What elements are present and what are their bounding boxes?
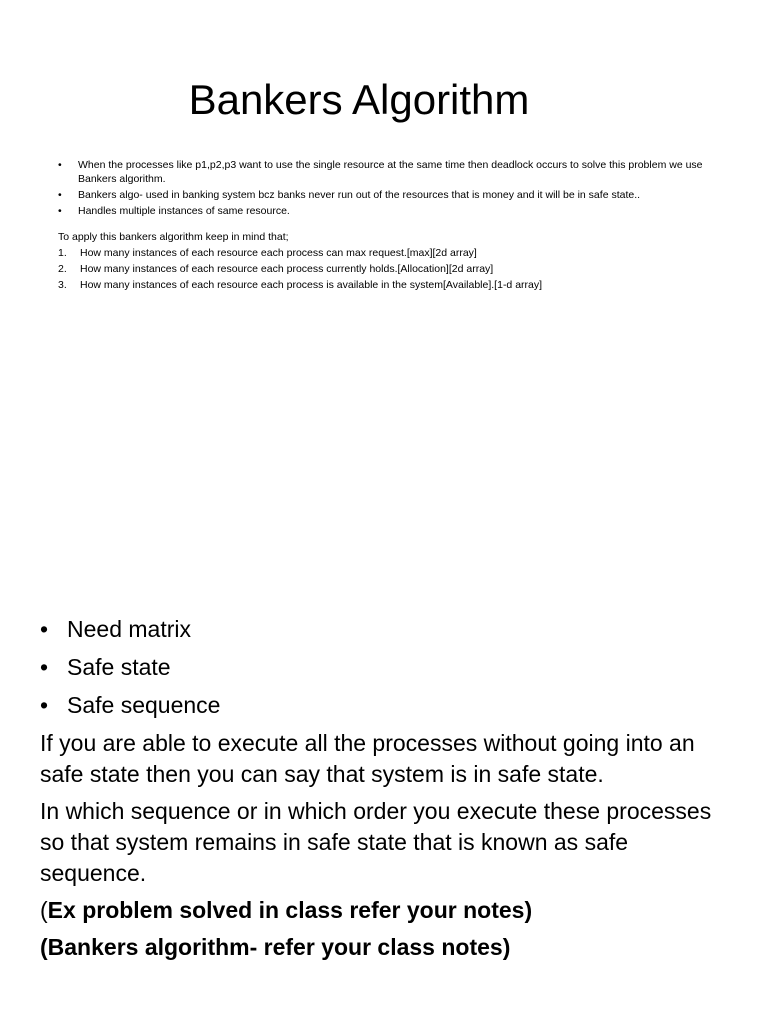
- notes-numbered-item: [58, 246, 718, 260]
- notes-bullet-list: [58, 158, 718, 218]
- bullet-dot: •: [40, 692, 49, 718]
- notes-bullet-text: Handles multiple instances of same resource.: [78, 205, 290, 217]
- item-text: How many instances of each resource each process can max request.[max][2d array]: [80, 247, 477, 259]
- slide-title: Bankers Algorithm: [188, 76, 530, 123]
- notes-numbered-item: [58, 262, 718, 276]
- item-number: 1.: [58, 247, 67, 259]
- notes-bullet-item: [58, 158, 718, 186]
- notes-numbered-list: [58, 246, 718, 292]
- bullet-dot: •: [40, 616, 49, 642]
- notes-bullet-text: When the processes like p1,p2,p3 want to use the single resource at the same time then deadlock occurs to solve this problem we use Bankers algorithm.: [78, 159, 703, 185]
- example-note: [40, 895, 730, 926]
- notes-numbered-item: [58, 278, 718, 292]
- main-bullet-text: Need matrix: [67, 616, 191, 642]
- safe-state-paragraph: If you are able to execute all the processes without going into an safe state then you can say that system is in safe state.: [40, 730, 695, 787]
- item-text: How many instances of each resource each process currently holds.[Allocation][2d array]: [80, 263, 494, 275]
- item-text: How many instances of each resource each process is available in the system[Available].[1-d array]: [80, 279, 543, 291]
- main-bullet-item: [40, 614, 730, 645]
- bullet-dot: •: [58, 205, 62, 217]
- main-bullet-text: Safe sequence: [67, 692, 221, 718]
- notes-intro: To apply this bankers algorithm keep in mind that;: [58, 231, 289, 243]
- main-bullet-item: [40, 690, 730, 721]
- notes-bullet-item: [58, 204, 718, 218]
- notes-bullet-text: Bankers algo- used in banking system bcz banks never run out of the resources that is money and it will be in safe state..: [78, 189, 641, 201]
- main-bullet-text: Safe state: [67, 654, 171, 680]
- class-notes-reference: (Bankers algorithm- refer your class notes): [40, 934, 511, 960]
- example-note-text: Ex problem solved in class refer your notes): [47, 897, 533, 923]
- bullet-dot: •: [40, 654, 49, 680]
- safe-sequence-paragraph: In which sequence or in which order you execute these processes so that system remains in safe state that is known as safe sequence.: [40, 798, 712, 886]
- main-bullet-item: [40, 652, 730, 683]
- example-note-open-paren: (: [40, 897, 48, 923]
- main-bullet-list: [40, 614, 730, 721]
- item-number: 3.: [58, 279, 67, 291]
- main-section: [40, 614, 730, 969]
- notes-bullet-item: [58, 188, 718, 202]
- bullet-dot: •: [58, 159, 62, 171]
- item-number: 2.: [58, 263, 67, 275]
- notes-section: [58, 158, 718, 294]
- bullet-dot: •: [58, 189, 62, 201]
